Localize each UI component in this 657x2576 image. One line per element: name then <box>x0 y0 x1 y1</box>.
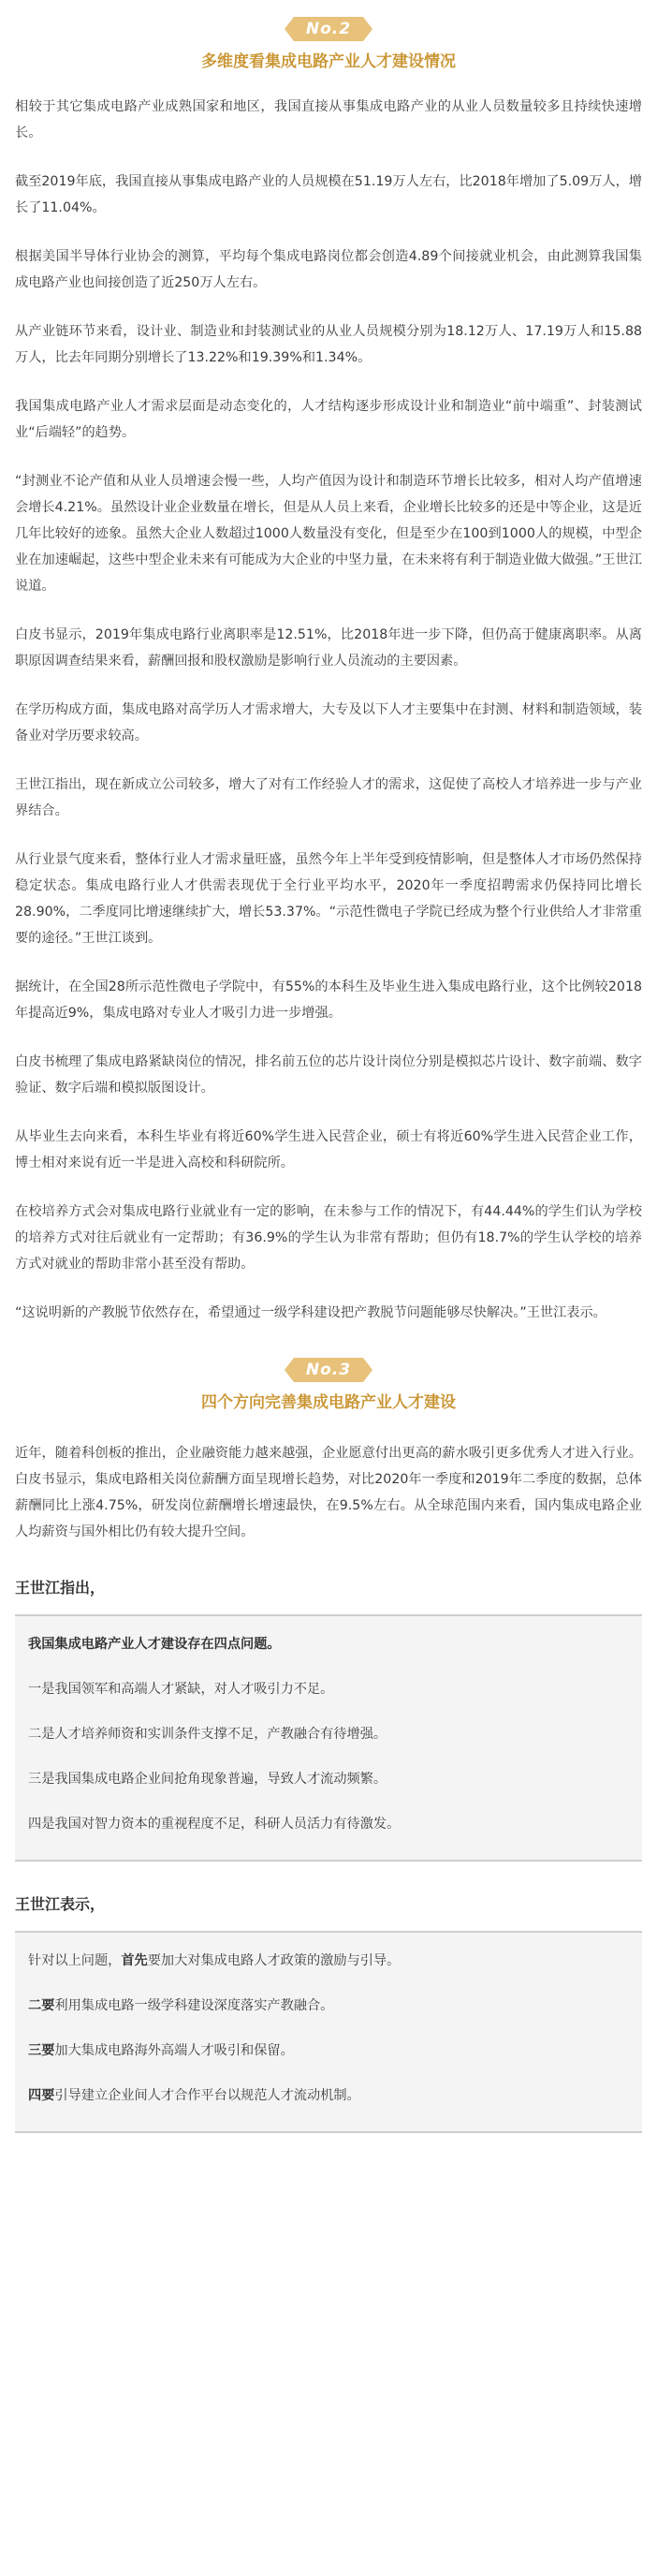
suggestion-item <box>28 1938 629 1983</box>
section-3-header <box>15 1358 642 1414</box>
suggestions-box <box>15 1931 642 2133</box>
paragraph: 从行业景气度来看，整体行业人才需求量旺盛，虽然今年上半年受到疫情影响，但是整体人才市场仍然保持稳定状态。集成电路行业人才供需表现优于全行业平均水平，2020年一季度招聘需求仍保持同比增长28.90%，二季度同比增速继续扩大，增长53.37%。“示范性微电子学院已经成为整个行业供给人才非常重要的途径。”王世江谈到。 <box>15 852 642 946</box>
paragraph: 我国集成电路产业人才需求层面是动态变化的，人才结构逐步形成设计业和制造业“前中端重”、封装测试业“后端轻”的趋势。 <box>15 399 642 440</box>
suggestions-label: 王世江表示， <box>15 1895 106 1913</box>
paragraph: 王世江指出，现在新成立公司较多，增大了对有工作经验人才的需求，这促使了高校人才培养进一步与产业界结合。 <box>15 777 642 818</box>
paragraph: “这说明新的产教脱节依然存在，希望通过一级学科建设把产教脱节问题能够尽快解决。”王世江表示。 <box>15 1305 606 1320</box>
issue-item: 三是我国集成电路企业间抢角现象普遍，导致人才流动频繁。 <box>28 1772 387 1787</box>
suggestion-text: 要加大对集成电路人才政策的激励与引导。 <box>147 1953 401 1968</box>
section-2-title: 多维度看集成电路产业人才建设情况 <box>201 52 456 71</box>
paragraph: “封测业不论产值和从业人员增速会慢一些，人均产值因为设计和制造环节增长比较多，相对人均产值增速会增长4.21%。虽然设计业企业数量在增长，但是从人员上来看，企业增长比较多的还是中等企业，这是近几年比较好的迹象。虽然大企业人数超过1000人数量没有变化，但是至少在100到1000人的规模，中型企业在加速崛起，这些中型企业未来有可能成为大企业的中坚力量，在未来将有利于制造业做大做强。”王世江说道。 <box>15 474 642 594</box>
suggestion-text: 加大集成电路海外高端人才吸引和保留。 <box>54 2043 294 2058</box>
paragraph: 从毕业生去向来看，本科生毕业有将近60%学生进入民营企业，硕士有将近60%学生进入民营企业工作，博士相对来说有近一半是进入高校和科研院所。 <box>15 1129 642 1170</box>
paragraph: 从产业链环节来看，设计业、制造业和封装测试业的从业人员规模分别为18.12万人、17.19万人和15.88万人，比去年同期分别增长了13.22%和19.39%和1.34%。 <box>15 324 642 365</box>
paragraph: 相较于其它集成电路产业成熟国家和地区，我国直接从事集成电路产业的从业人员数量较多且持续快速增长。 <box>15 99 642 140</box>
paragraph: 根据美国半导体行业协会的测算，平均每个集成电路岗位都会创造4.89个间接就业机会，由此测算我国集成电路产业也间接创造了近250万人左右。 <box>15 249 642 290</box>
suggestion-prefix: 针对以上问题， <box>28 1953 122 1968</box>
issues-box <box>15 1614 642 1862</box>
suggestion-item <box>28 2073 629 2118</box>
issue-item: 二是人才培养师资和实训条件支撑不足，产教融合有待增强。 <box>28 1727 387 1742</box>
suggestion-item <box>28 2028 629 2073</box>
section-3-title: 四个方向完善集成电路产业人才建设 <box>201 1393 456 1412</box>
paragraph: 白皮书梳理了集成电路紧缺岗位的情况，排名前五位的芯片设计岗位分别是模拟芯片设计、数字前端、数字验证、数字后端和模拟版图设计。 <box>15 1054 642 1096</box>
issues-label: 王世江指出， <box>15 1579 106 1597</box>
suggestion-text: 引导建立企业间人才合作平台以规范人才流动机制。 <box>54 2088 360 2103</box>
paragraph: 白皮书显示，2019年集成电路行业离职率是12.51%，比2018年进一步下降，但仍高于健康离职率。从离职原因调查结果来看，薪酬回报和股权激励是影响行业人员流动的主要因素。 <box>15 627 642 669</box>
issues-heading: 我国集成电路产业人才建设存在四点问题。 <box>28 1637 281 1652</box>
issue-item: 一是我国领军和高端人才紧缺，对人才吸引力不足。 <box>28 1682 334 1697</box>
section-2-header <box>15 0 642 73</box>
paragraph: 近年，随着科创板的推出，企业融资能力越来越强，企业愿意付出更高的薪水吸引更多优秀人才进入行业。白皮书显示，集成电路相关岗位薪酬方面呈现增长趋势，对比2020年一季度和2019年二季度的数据，总体薪酬同比上涨4.75%，研发岗位薪酬增长增速最快，在9.5%左右。从全球范围内来看，国内集成电路企业人均薪资与国外相比仍有较大提升空间。 <box>15 1446 642 1539</box>
issue-item: 四是我国对智力资本的重视程度不足，科研人员活力有待激发。 <box>28 1817 401 1832</box>
paragraph: 据统计，在全国28所示范性微电子学院中，有55%的本科生及毕业生进入集成电路行业，这个比例较2018年提高近9%，集成电路对专业人才吸引力进一步增强。 <box>15 979 642 1021</box>
suggestion-keyword: 三要 <box>28 2043 55 2058</box>
suggestion-keyword: 二要 <box>28 1998 55 2013</box>
paragraph: 截至2019年底，我国直接从事集成电路产业的人员规模在51.19万人左右，比2018年增加了5.09万人，增长了11.04%。 <box>15 174 642 215</box>
paragraph: 在学历构成方面，集成电路对高学历人才需求增大，大专及以下人才主要集中在封测、材料和制造领域，装备业对学历要求较高。 <box>15 702 642 743</box>
suggestion-item <box>28 1983 629 2028</box>
suggestion-keyword: 四要 <box>28 2088 55 2103</box>
suggestion-keyword: 首先 <box>121 1953 148 1968</box>
section-2-badge: No.2 <box>294 17 363 41</box>
section-3-badge: No.3 <box>294 1358 363 1382</box>
paragraph: 在校培养方式会对集成电路行业就业有一定的影响，在未参与工作的情况下，有44.44%的学生们认为学校的培养方式对往后就业有一定帮助；有36.9%的学生认为非常有帮助；但仍有18.7%的学生认学校的培养方式对就业的帮助非常小甚至没有帮助。 <box>15 1204 642 1272</box>
suggestion-text: 利用集成电路一级学科建设深度落实产教融合。 <box>54 1998 334 2013</box>
